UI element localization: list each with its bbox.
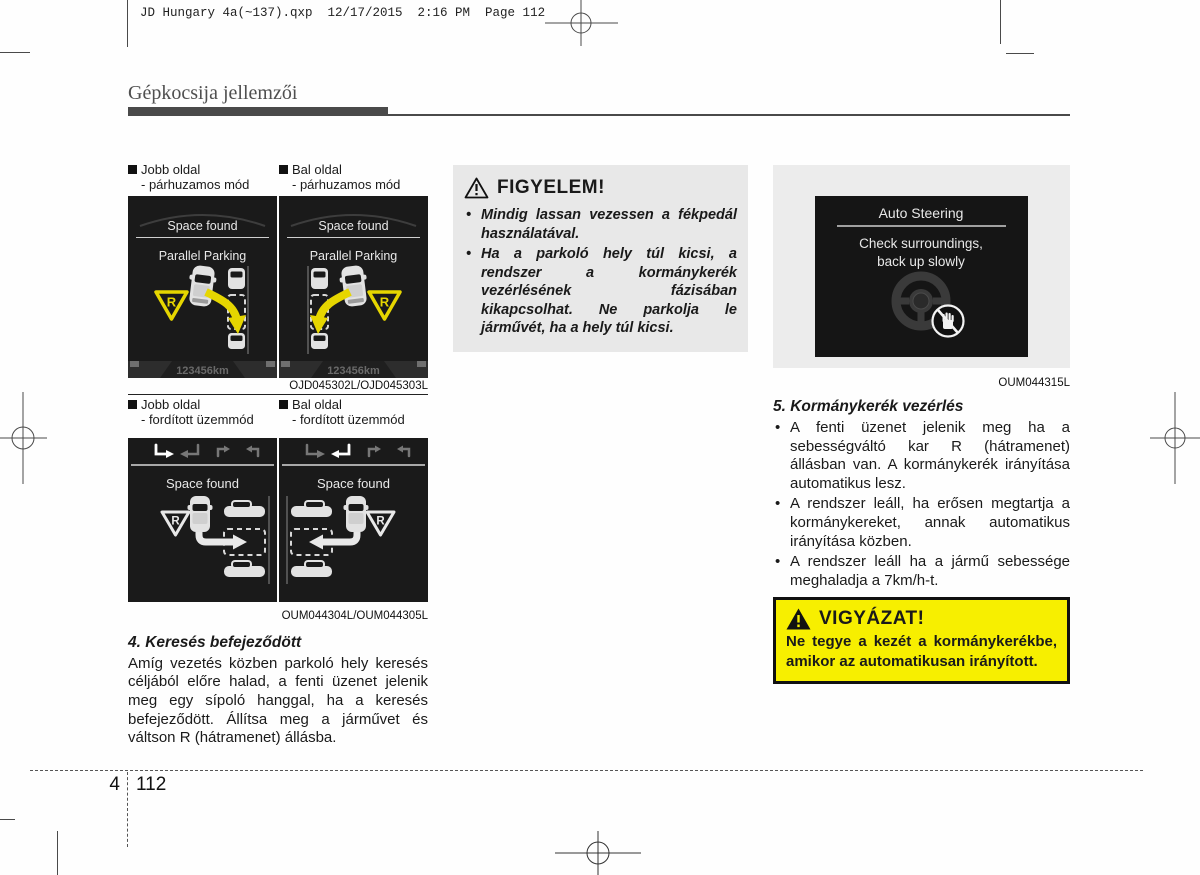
screen-subtitle: Parallel Parking — [309, 248, 398, 263]
section-5-bullet — [773, 553, 1070, 590]
section-4-body: Amíg vezetés közben parkoló hely keresés céljából előre halad, a fenti üzenet jelenik meg egy sípoló hanggal, ha a keresés befejeződött. Állítsa meg a járművet és váltson R (hátramenet) állásba. — [128, 654, 428, 747]
bullet-text: A rendszer leáll ha a jármű sebessége meghaladja a 7km/h-t. — [790, 553, 1070, 589]
caution-notice-box — [773, 597, 1070, 684]
auto-steering-screen — [815, 196, 1028, 357]
warning-triangle-outline-icon — [464, 177, 489, 199]
bullet-dot: • — [466, 207, 472, 223]
gear-letter: R — [379, 294, 390, 310]
gear-letter: R — [171, 515, 180, 528]
column-right — [773, 165, 1070, 684]
registration-mark-right — [1150, 392, 1200, 484]
gear-letter: R — [166, 294, 177, 310]
label-sub: - párhuzamos mód — [292, 176, 401, 192]
column-left — [128, 163, 428, 748]
bullet-dot: • — [775, 553, 781, 571]
footer-chapter-number: 4 — [109, 774, 120, 795]
footer-dashed-rule — [30, 770, 1143, 771]
label-title: Jobb oldal — [141, 396, 201, 412]
parked-car-rear — [311, 333, 328, 349]
figure-caption: OUM044315L — [998, 377, 1070, 389]
crop-mark-top-left — [127, 0, 128, 47]
print-file-info: JD Hungary 4a(~137).qxp 12/17/2015 2:16 PM Page 112 — [140, 6, 546, 20]
footer-dashed-divider — [127, 772, 128, 847]
gear-letter: R — [376, 515, 385, 528]
caution-body: Ne tegye a kezét a kormánykerékbe, amikor az automatikusan irányított. — [786, 633, 1057, 670]
figure-divider — [128, 394, 428, 395]
figure-parallel-labels — [128, 163, 428, 193]
cluster-screen-reverse-right — [128, 438, 277, 602]
screen-title: Auto Steering — [878, 205, 964, 221]
caution-title-row — [786, 608, 1057, 630]
cluster-screen-parallel-left — [279, 196, 428, 378]
label-sub: - fordított üzemmód — [292, 411, 405, 427]
crop-mark-left-bottom — [0, 819, 15, 820]
label-square-icon — [279, 165, 288, 174]
screen-title: Space found — [165, 475, 240, 491]
figure-parallel-screens — [128, 196, 428, 378]
parked-car-top — [311, 268, 328, 289]
label-sub: - párhuzamos mód — [141, 176, 250, 192]
bullet-text: A rendszer leáll, ha erősen megtartja a kormánykereket, annak automatikus irányítása közben. — [790, 495, 1070, 550]
label-right-side-reverse — [128, 398, 277, 428]
attention-title-row — [464, 177, 737, 199]
caution-title: VIGYÁZAT! — [819, 608, 925, 630]
bullet-dot: • — [466, 246, 472, 263]
registration-mark-top — [540, 0, 630, 50]
attention-bullet-list — [464, 206, 737, 338]
section-5-heading: 5. Kormánykerék vezérlés — [773, 398, 964, 415]
section-5-bullet-list — [773, 419, 1070, 590]
screen-message-line1: Check surroundings, — [859, 236, 983, 251]
screen-subtitle: Parallel Parking — [158, 248, 247, 263]
figure-caption: OJD045302L/OJD045303L — [289, 379, 428, 392]
label-right-side-parallel — [128, 163, 277, 193]
screen-message-line2: back up slowly — [877, 254, 965, 269]
auto-steering-figure — [773, 165, 1070, 368]
label-left-side-reverse — [279, 398, 428, 428]
bullet-text: Mindig lassan vezessen a fékpedál használatával. — [481, 207, 737, 242]
bullet-text: Ha a parkoló hely túl kicsi, a rendszer a kormánykerék vezérlésének fázisában kikapcsolhat. Ne parkolja le járművét, ha a hely túl kicsi. — [481, 246, 737, 337]
figure-reverse-screens — [128, 438, 428, 602]
crop-mark-bottom-left — [57, 831, 58, 875]
parked-car-top — [228, 268, 245, 289]
warning-triangle-filled-icon — [786, 608, 811, 630]
cluster-screen-reverse-left — [279, 438, 428, 602]
footer-page-number: 112 — [136, 774, 167, 795]
odometer: 123456km — [176, 364, 229, 377]
registration-mark-left — [0, 392, 50, 484]
screen-title: Space found — [318, 218, 389, 233]
own-car-top-view — [344, 496, 369, 532]
label-square-icon — [128, 400, 137, 409]
column-middle — [453, 165, 748, 352]
hands-off-icon — [933, 306, 964, 337]
label-sub: - fordított üzemmód — [141, 411, 254, 427]
section-4-heading: 4. Keresés befejeződött — [128, 633, 302, 651]
cluster-screen-parallel-right — [128, 196, 277, 378]
crop-mark-top-right — [1000, 0, 1001, 44]
label-square-icon — [128, 165, 137, 174]
odometer: 123456km — [327, 364, 380, 377]
registration-mark-bottom — [555, 831, 645, 875]
section-5-bullet — [773, 419, 1070, 493]
bullet-dot: • — [775, 495, 781, 513]
screen-title: Space found — [167, 218, 238, 233]
section-5-bullet — [773, 495, 1070, 551]
figure-reverse-labels — [128, 398, 428, 428]
figure-caption: OUM044304L/OUM044305L — [281, 609, 428, 622]
label-square-icon — [279, 400, 288, 409]
own-car-top-view — [188, 496, 213, 532]
label-title: Bal oldal — [292, 396, 342, 412]
label-left-side-parallel — [279, 163, 428, 193]
attention-bullet — [464, 206, 737, 243]
label-title: Jobb oldal — [141, 162, 201, 177]
chapter-title: Gépkocsija jellemzői — [128, 82, 298, 104]
attention-title: FIGYELEM! — [497, 177, 605, 198]
screen-title: Space found — [316, 475, 391, 491]
parked-car-rear — [228, 333, 245, 349]
crop-mark-left-top — [0, 52, 30, 53]
bullet-text: A fenti üzenet jelenik meg ha a sebességváltó kar R (hátramenet) állásban van. A kormánykerék irányítása automatikus lesz. — [790, 419, 1070, 492]
attention-notice-box — [453, 165, 748, 352]
bullet-dot: • — [775, 419, 781, 436]
attention-bullet — [464, 245, 737, 338]
crop-mark-right-top — [1006, 53, 1034, 54]
label-title: Bal oldal — [292, 162, 342, 177]
title-rule — [128, 114, 1070, 116]
